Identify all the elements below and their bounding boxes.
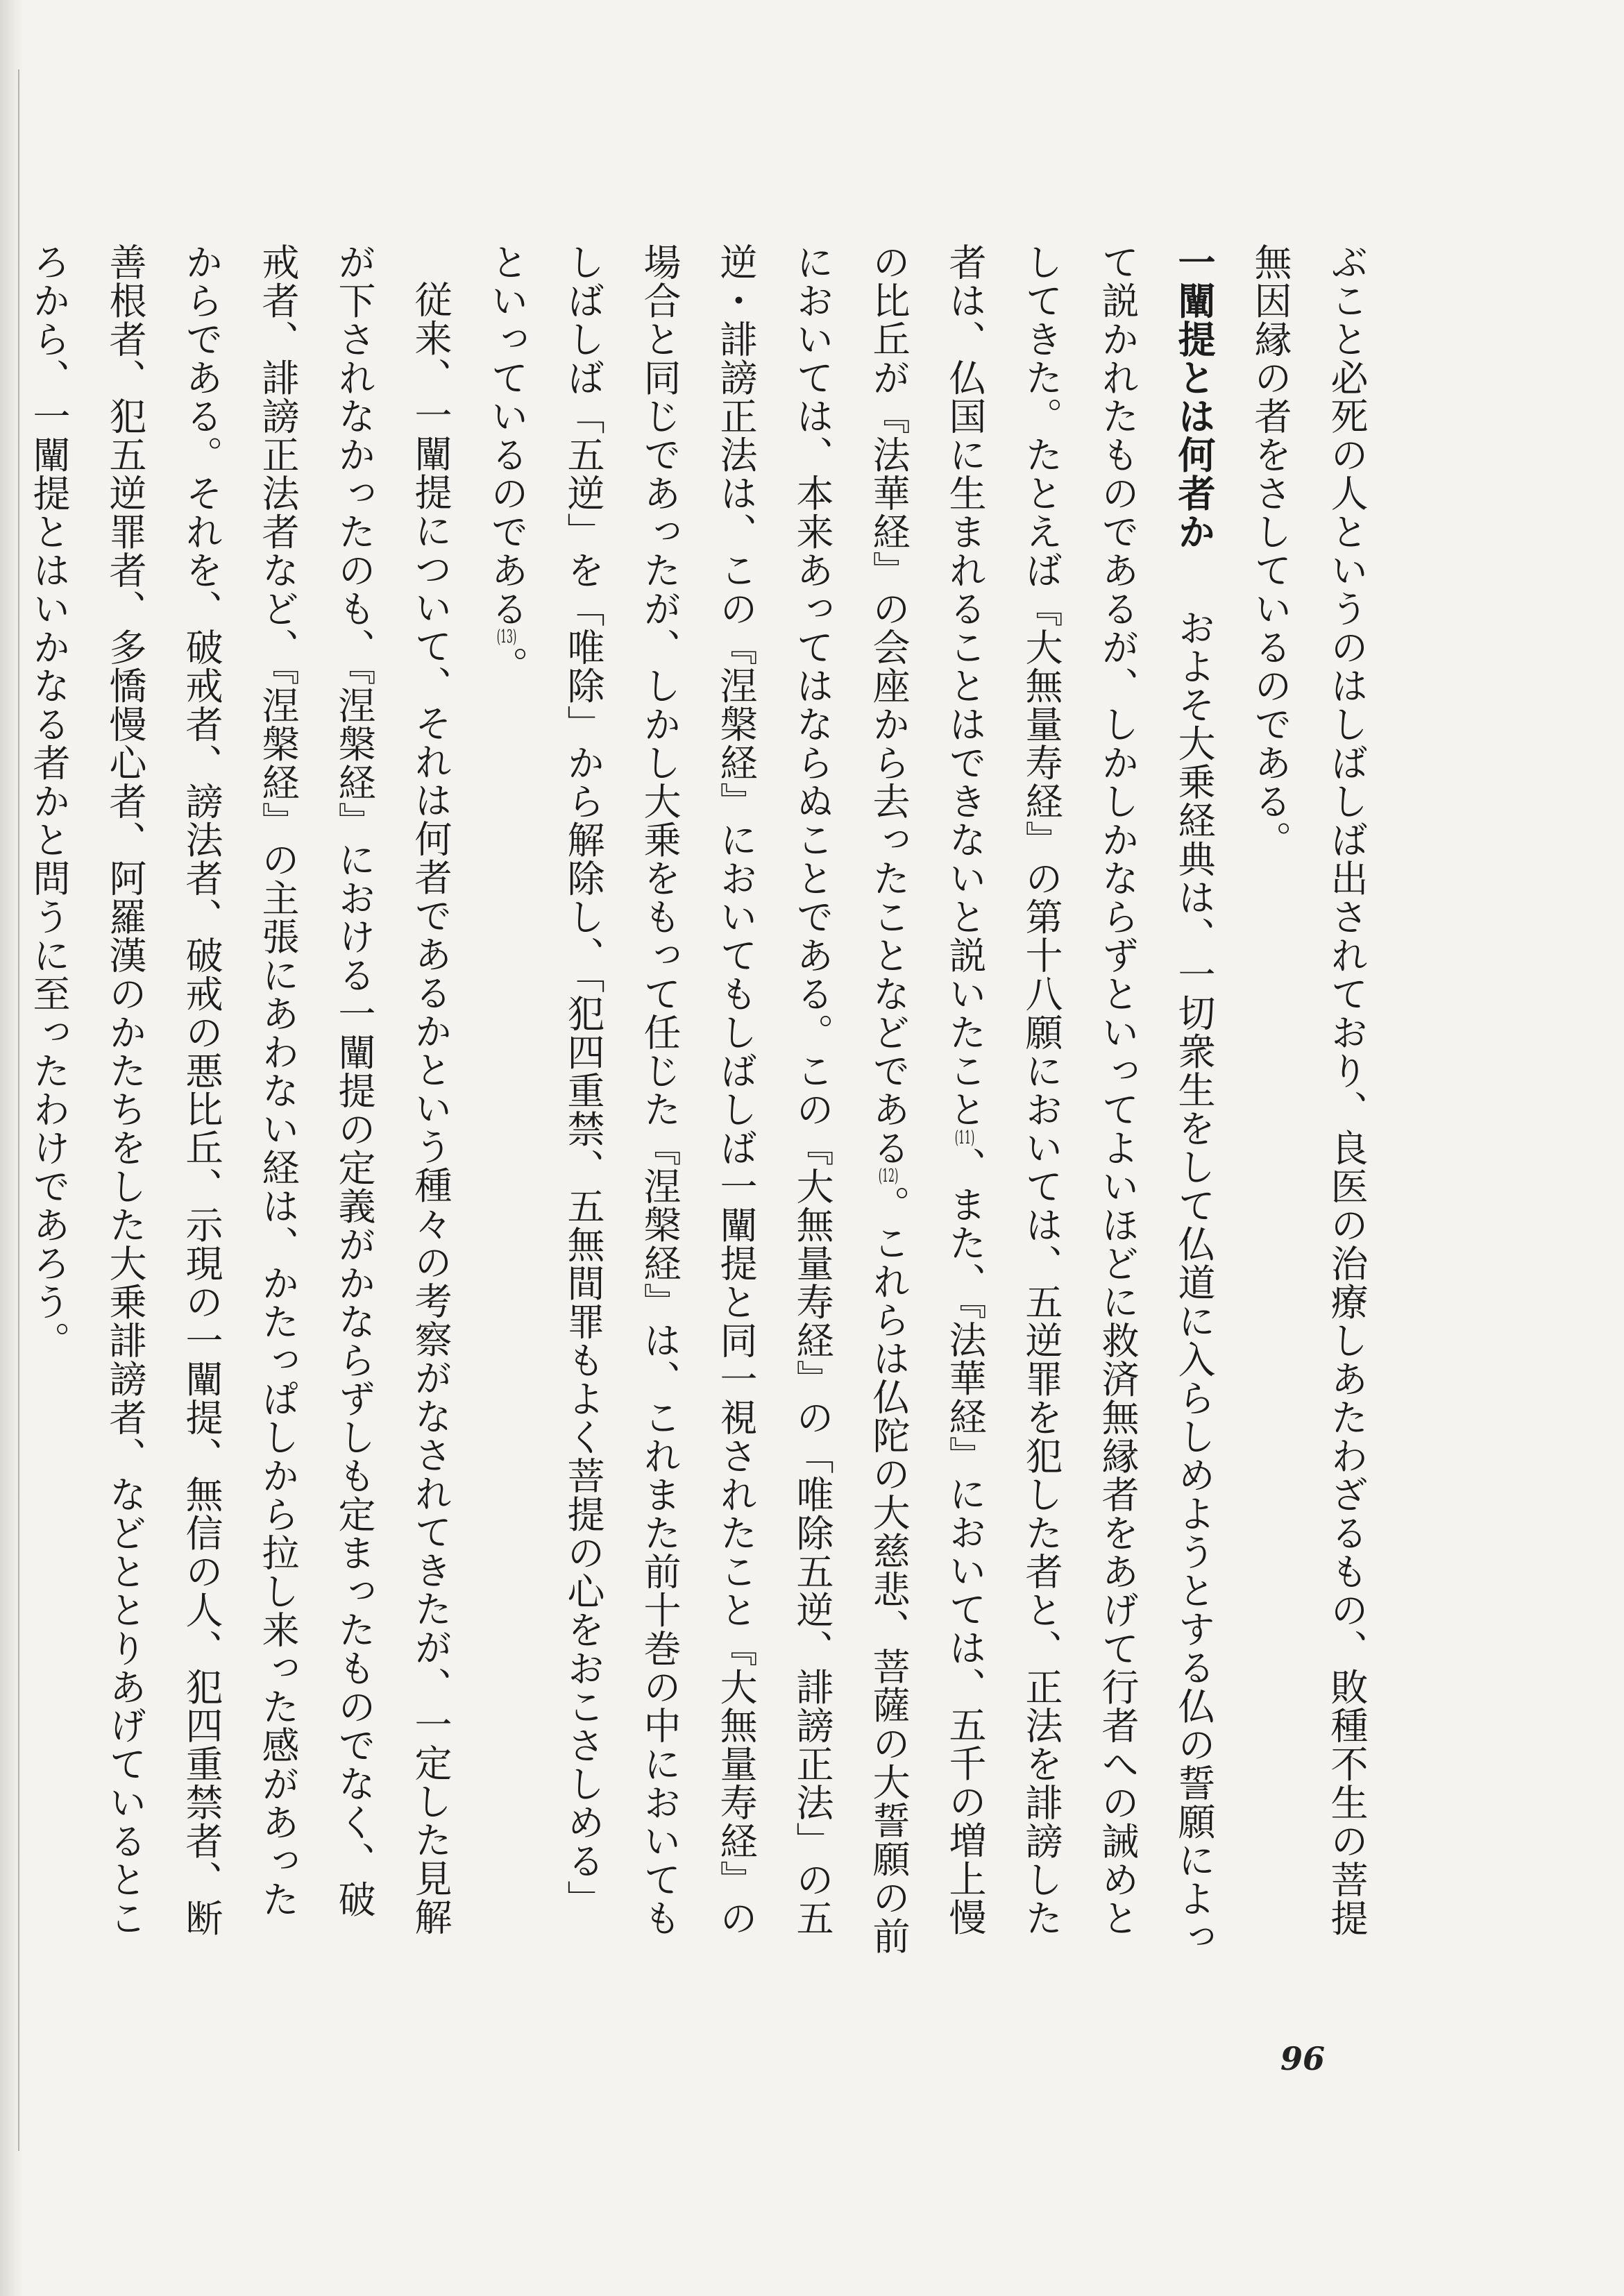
section-1-heading: 一闡提とは何者か bbox=[1172, 243, 1216, 551]
section-3-paragraph bbox=[0, 243, 10, 1957]
footnote-13: (13) bbox=[496, 628, 517, 646]
vertical-text-body bbox=[27, 243, 1385, 1957]
page-number: 96 bbox=[1280, 2040, 1326, 2077]
footnote-12: (12) bbox=[878, 1167, 899, 1185]
section-2-paragraph bbox=[10, 243, 468, 1957]
section-1-body: およそ大乗経典は、一切衆生をして仏道に入らしめようとする仏の誓願によって説かれたものであるが、しかしかならずといってよいほどに救済無縁者をあげて行者への誡めとしてきた。たとえば『大無量寿経』の第十八願においては、五逆罪を犯した者と、正法を誹謗した者は、仏国に生まれることはできないと説いたこと(11)、また、『法華経』においては、五千の増上慢の比丘が『法華経』の会座から去ったことなどである(12)。これらは仏陀の大慈悲、菩薩の大誓願の前においては、本来あってはならぬことである。この『大無量寿経』の「唯除五逆、誹謗正法」の五逆・誹謗正法は、この『涅槃経』においてもしばしば一闡提と同一視されたこと『大無量寿経』の場合と同じであったが、しかし大乗をもって任じた『涅槃経』は、これまた前十巻の中においてもしばしば「五逆」を「唯除」から解除し、「犯四重禁、五無間罪もよく菩提の心をおこさしめる」といっているのである(13)。 bbox=[485, 243, 1216, 1957]
section-2-body: 従来、一闡提について、それは何者であるかという種々の考察がなされてきたが、一定した見解が下されなかったのも、『涅槃経』における一闡提の定義がかならずしも定まったものでなく、破戒者、誹謗正法者など、『涅槃経』の主張にあわない経は、かたっぱしから拉し来った感があったからである。それを、破戒者、謗法者、破戒の悪比丘、示現の一闡提、無信の人、犯四重禁者、断善根者、犯五逆罪者、多憍慢心者、阿羅漢のかたちをした大乗誹謗者、などととりあげているところから、一闡提とはいかなる者かと問うに至ったわけであろう。 bbox=[27, 243, 452, 1937]
section-1-paragraph bbox=[468, 243, 1232, 1957]
line-2: ているのである。 bbox=[1249, 551, 1292, 859]
continued-paragraph bbox=[1232, 243, 1385, 1957]
line-1: ぶこと必死の人というのはしばしば出されており、良医の治療しあたわざるもの、敗種不生の菩提無因縁の者をさし bbox=[1249, 243, 1369, 1937]
footnote-11: (11) bbox=[954, 1128, 975, 1147]
